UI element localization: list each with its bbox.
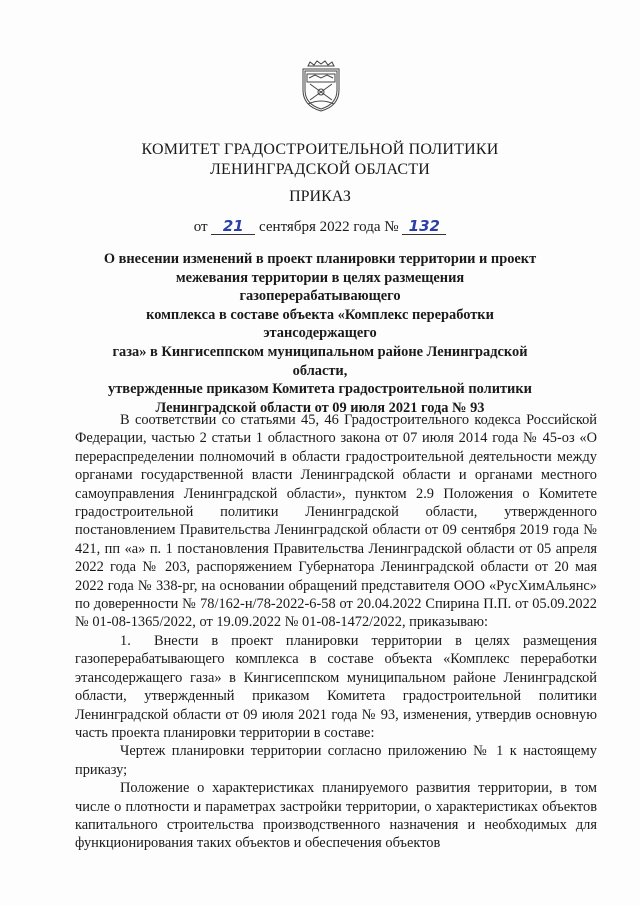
- subject-line: Ленинградской области от 09 июля 2021 года № 93: [155, 399, 485, 416]
- subject-line: межевания территории в целях размещения газоперерабатывающего: [175, 269, 465, 305]
- item-1-text: Внести в проект планировки территории в целях размещения газоперерабатывающего комплекса в составе объекта «Комплекс переработки этансодержащего газа» в Кингисеппском муниципальном районе Ленинградской области, утвержденный приказом Комитета градостроительной политики Ленинградской области от 09 июля 2021 года № 93, изменения, утвердив основную часть проекта планировки территории в составе:: [75, 632, 597, 741]
- document-type: ПРИКАЗ: [289, 188, 351, 205]
- organization-name-line-2: ЛЕНИНГРАДСКОЙ ОБЛАСТИ: [209, 161, 431, 178]
- drawing-paragraph: Чертеж планировки территории согласно приложению № 1 к настоящему приказу;: [75, 743, 597, 778]
- intro-paragraph: В соответствии со статьями 45, 46 Градостроительного кодекса Российской Федерации, частью 2 статьи 1 областного закона от 07 июля 2014 года № 45-оз «О перераспределении полномочий в области градостроительной деятельности между органами государственной власти Ленинградской области и органами местного самоуправления Ленинградской области», пунктом 2.9 Положения о Комитете градостроительной политики Ленинградской области, утвержденного постановлением Правительства Ленинградской области от 09 сентября 2019 года № 421, пп «а» п. 1 постановления Правительства Ленинградской области от 05 апреля 2022 года № 203, распоряжением Губернатора Ленинградской области от 20 мая 2022 года № 338-рг, на основании обращений представителя ООО «РусХимАльянс» по доверенности № 78/162-н/78-2022-6-58 от 20.04.2022 Спирина П.П. от 05.09.2022 № 01-08-1365/2022, от 19.09.2022 № 01-08-1472/2022, приказываю:: [75, 412, 597, 631]
- subject-line: газа» в Кингисеппском муниципальном районе Ленинградской области,: [112, 343, 528, 379]
- organization-name-line-1: КОМИТЕТ ГРАДОСТРОИТЕЛЬНОЙ ПОЛИТИКИ: [141, 141, 499, 158]
- coat-of-arms-icon: [300, 60, 342, 112]
- subject-line: комплекса в составе объекта «Комплекс переработки этансодержащего: [146, 306, 494, 342]
- order-day: 21: [211, 218, 255, 235]
- date-prefix: от: [193, 219, 208, 235]
- date-middle: сентября 2022 года №: [259, 219, 399, 235]
- order-subject: [95, 250, 545, 417]
- order-date-number: [0, 218, 640, 236]
- subject-line: О внесении изменений в проект планировки территории и проект: [103, 251, 537, 267]
- order-number: 132: [402, 218, 446, 235]
- order-body: [75, 411, 597, 853]
- item-1-paragraph: [75, 632, 597, 742]
- subject-line: утвержденные приказом Комитета градостроительной политики: [108, 381, 532, 398]
- item-number: 1.: [120, 632, 131, 649]
- regulation-paragraph: Положение о характеристиках планируемого развития территории, в том числе о плотности и параметрах застройки территории, о характеристиках объектов капитального строительства производственного назначения и необходимых для функционирования таких объектов и обеспечения объектов: [75, 780, 597, 852]
